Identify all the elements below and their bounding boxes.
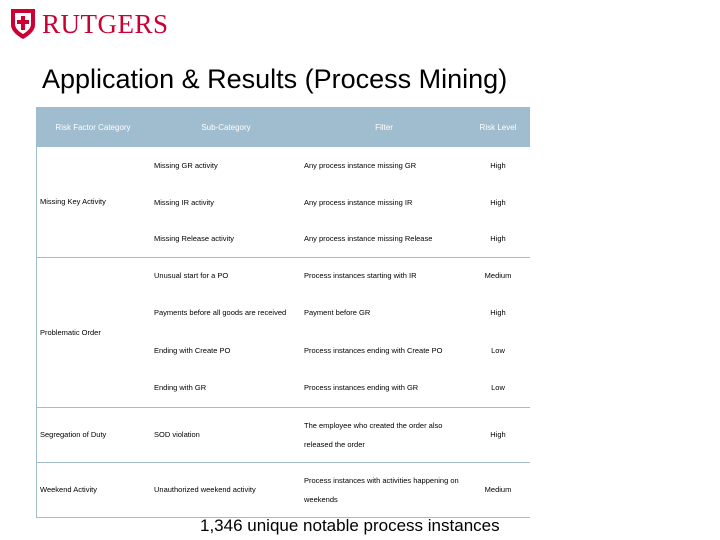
- filter-cell: Payment before GR: [304, 308, 371, 317]
- filter-cell: The employee who created the order also released the order: [302, 407, 466, 462]
- table-row: [36, 147, 530, 184]
- rutgers-shield-icon: [10, 8, 36, 40]
- risk-level-cell: High: [490, 233, 506, 243]
- category-cell: Missing Key Activity: [40, 197, 106, 207]
- table-row: [36, 407, 530, 462]
- risk-level-cell: Medium: [466, 462, 530, 517]
- sub-category-cell: Missing GR activity: [154, 161, 218, 170]
- header-filter: Filter: [302, 107, 466, 147]
- rutgers-logo: [10, 6, 169, 42]
- sub-category-cell: Missing IR activity: [154, 197, 215, 207]
- risk-level-cell: High: [490, 197, 506, 207]
- filter-cell: Any process instance missing IR: [304, 197, 413, 207]
- category-cell: Problematic Order: [36, 257, 150, 407]
- filter-cell: Any process instance missing Release: [304, 233, 433, 243]
- header-risk-level: Risk Level: [466, 107, 530, 147]
- table-header-row: [36, 107, 530, 147]
- risk-level-cell: Low: [491, 345, 505, 355]
- logo-wordmark: RUTGERS: [42, 9, 169, 39]
- header-sub-category: Sub-Category: [150, 107, 302, 147]
- category-cell: Weekend Activity: [36, 462, 150, 517]
- sub-category-cell: Missing Release activity: [154, 233, 235, 243]
- filter-cell: Any process instance missing GR: [304, 161, 417, 170]
- table-row: [36, 257, 530, 294]
- sub-category-cell: Ending with Create PO: [154, 345, 231, 355]
- header-risk-factor-category: Risk Factor Category: [36, 107, 150, 147]
- category-cell: Segregation of Duty: [36, 407, 150, 462]
- risk-level-cell: High: [466, 407, 530, 462]
- summary-footer: 1,346 unique notable process instances: [200, 516, 500, 535]
- risk-level-cell: High: [490, 161, 506, 170]
- filter-cell: Process instances ending with Create PO: [304, 345, 443, 355]
- risk-level-cell: Medium: [466, 257, 530, 294]
- sub-category-cell: Ending with GR: [154, 383, 207, 393]
- table-row: [36, 462, 530, 517]
- filter-cell: Process instances with activities happening on weekends: [302, 462, 466, 517]
- risk-table: [36, 107, 530, 518]
- slide-title: Application & Results (Process Mining): [42, 64, 508, 94]
- risk-level-cell: Low: [491, 383, 505, 393]
- risk-level-cell: High: [490, 308, 506, 317]
- sub-category-cell: Payments before all goods are received: [154, 308, 287, 317]
- sub-category-cell: Unauthorized weekend activity: [150, 462, 302, 517]
- filter-cell: Process instances ending with GR: [304, 383, 419, 393]
- filter-cell: Process instances starting with IR: [302, 257, 466, 294]
- sub-category-cell: Unusual start for a PO: [150, 257, 302, 294]
- sub-category-cell: SOD violation: [150, 407, 302, 462]
